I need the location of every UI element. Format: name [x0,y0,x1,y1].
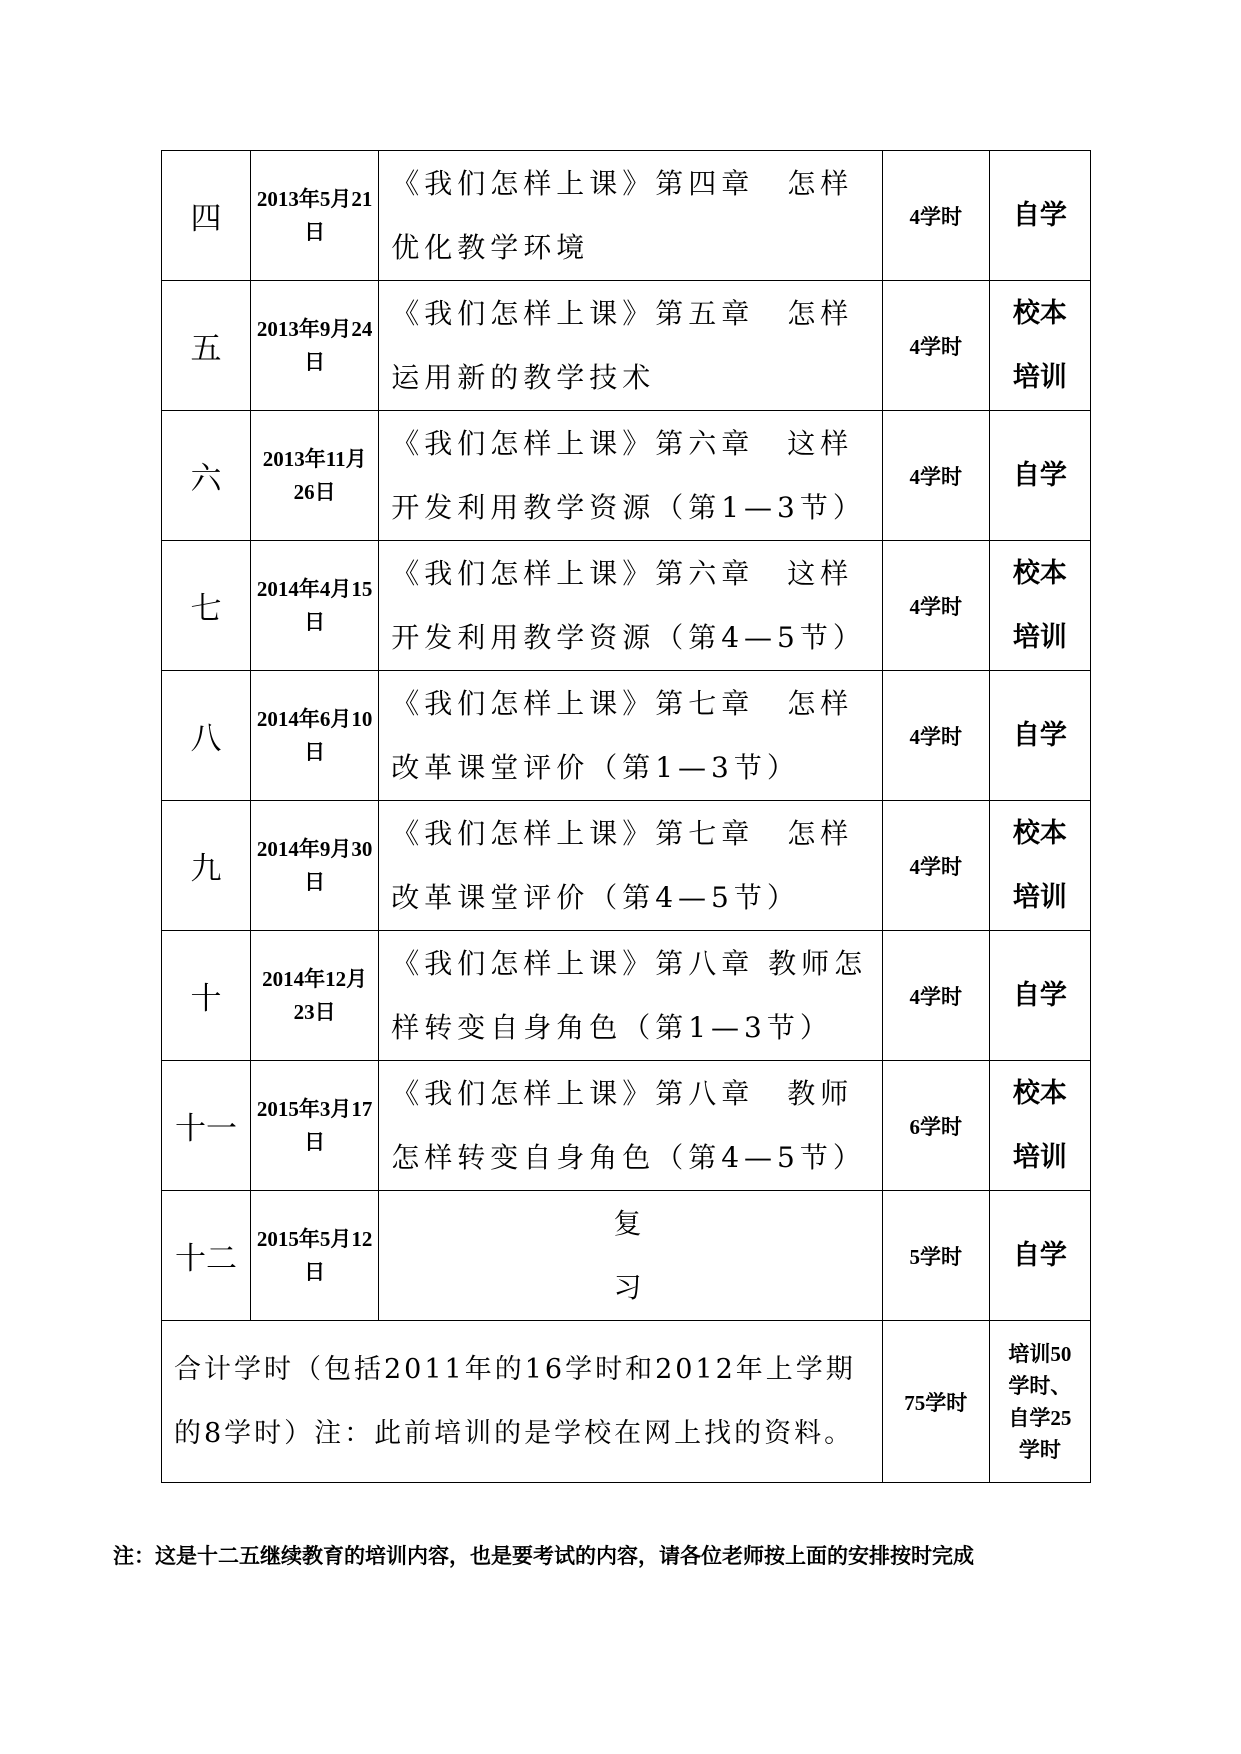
session-number: 六 [162,411,251,541]
session-mode: 自学 [989,411,1090,541]
session-hours: 6学时 [882,1061,989,1191]
total-breakdown: 培训50学时、自学25学时 [989,1321,1090,1483]
session-content: 《我们怎样上课》第八章 教师怎样转变自身角色（第4—5节） [379,1061,883,1191]
table-row [162,411,1091,541]
session-hours: 4学时 [882,801,989,931]
session-number: 四 [162,151,251,281]
session-date: 2015年3月17日 [251,1061,379,1191]
table-row [162,931,1091,1061]
session-content: 《我们怎样上课》第七章 怎样改革课堂评价（第4—5节） [379,801,883,931]
session-hours: 4学时 [882,281,989,411]
total-hours: 75学时 [882,1321,989,1483]
table-row [162,671,1091,801]
session-mode: 校本培训 [989,801,1090,931]
session-content: 《我们怎样上课》第六章 这样开发利用教学资源（第4—5节） [379,541,883,671]
session-mode: 校本培训 [989,1061,1090,1191]
session-hours: 4学时 [882,671,989,801]
session-content: 《我们怎样上课》第七章 怎样改革课堂评价（第1—3节） [379,671,883,801]
session-number: 十一 [162,1061,251,1191]
session-number: 九 [162,801,251,931]
session-date: 2015年5月12日 [251,1191,379,1321]
session-mode: 校本培训 [989,541,1090,671]
session-number: 八 [162,671,251,801]
table-row [162,541,1091,671]
session-number: 七 [162,541,251,671]
session-mode: 自学 [989,931,1090,1061]
footnote: 注：这是十二五继续教育的培训内容，也是要考试的内容，请各位老师按上面的安排按时完成 [113,1544,974,1568]
session-date: 2014年6月10日 [251,671,379,801]
session-hours: 4学时 [882,151,989,281]
session-date: 2013年9月24日 [251,281,379,411]
session-hours: 4学时 [882,931,989,1061]
session-mode: 自学 [989,151,1090,281]
table-row [162,151,1091,281]
table-row [162,281,1091,411]
session-content: 《我们怎样上课》第六章 这样开发利用教学资源（第1—3节） [379,411,883,541]
session-date: 2014年12月23日 [251,931,379,1061]
session-date: 2014年4月15日 [251,541,379,671]
table-row [162,801,1091,931]
session-content: 复习 [379,1191,883,1321]
session-content: 《我们怎样上课》第五章 怎样运用新的教学技术 [379,281,883,411]
session-number: 十 [162,931,251,1061]
total-description: 合计学时（包括2011年的16学时和2012年上学期的8学时）注：此前培训的是学校在网上找的资料。 [162,1321,883,1483]
training-schedule-table [161,150,1091,1483]
session-mode: 校本培训 [989,281,1090,411]
schedule-sheet [161,150,1091,1483]
session-hours: 4学时 [882,541,989,671]
session-date: 2014年9月30日 [251,801,379,931]
session-number: 五 [162,281,251,411]
session-mode: 自学 [989,1191,1090,1321]
session-mode: 自学 [989,671,1090,801]
session-content: 《我们怎样上课》第八章 教师怎样转变自身角色（第1—3节） [379,931,883,1061]
table-row [162,1061,1091,1191]
session-hours: 4学时 [882,411,989,541]
session-hours: 5学时 [882,1191,989,1321]
session-date: 2013年11月26日 [251,411,379,541]
session-content: 《我们怎样上课》第四章 怎样优化教学环境 [379,151,883,281]
table-row [162,1191,1091,1321]
session-number: 十二 [162,1191,251,1321]
total-row [162,1321,1091,1483]
session-date: 2013年5月21日 [251,151,379,281]
